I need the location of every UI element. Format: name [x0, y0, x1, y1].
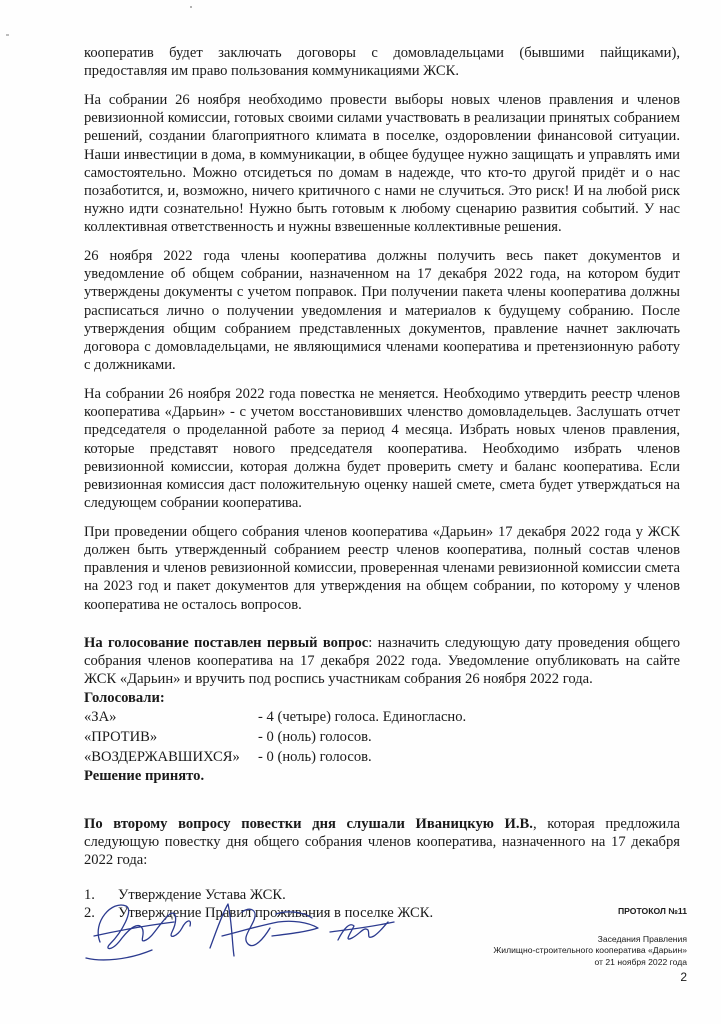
paragraph: На собрании 26 ноября необходимо провести выборы новых членов правления и членов ревизионной комиссии, готовых своими силами участвовать в реализации принятых собранием решений, создании благоприятного климата в поселке, оздоровлении финансовой ситуации. Наши инвестиции в дома, в коммуникации, в общее будущее нужно защищать и управлять ими самостоятельно. Можно отсидеться по домам в надежде, что кто-то другой придёт и о нас позаботится, и, возможно, ничего критичного с нами не случиться. Это риск! И на любой риск нужно идти сознательно! Нужно быть готовым к любому сценарию развития событий. У нас коллективная ответственность и нужны взвешенные коллективные решения.: [84, 91, 680, 236]
agenda-item-text: Утверждение Устава ЖСК.: [118, 886, 286, 903]
agenda-item-text: Утверждение Правил проживания в поселке ЖСК.: [118, 904, 434, 921]
protocol-title: ПРОТОКОЛ №11: [618, 906, 687, 916]
signature-stroke: [86, 950, 152, 960]
second-question-body: , которая предложила следующую повестку дня общего собрания членов кооператива, назначенного на 17 декабря 2022 года:: [84, 815, 681, 869]
first-question-text: [84, 634, 680, 689]
document-body: [84, 44, 680, 922]
scan-speck: [6, 34, 9, 36]
vote-value: - 0 (ноль) голосов.: [258, 748, 372, 765]
protocol-line: Жилищно-строительного кооператива «Дарьин»: [493, 945, 687, 955]
signature-stroke: [210, 904, 234, 956]
signature-stroke: [94, 922, 174, 936]
protocol-footer: [387, 906, 687, 984]
paragraph: На собрании 26 ноября 2022 года повестка не меняется. Необходимо утвердить реестр членов кооператива «Дарьин» - с учетом восстановивших членство домовладельцев. Заслушать отчет председателя о проделанной работе за период 4 месяца. Избрать новых членов правления, которые представят нового председателя кооператива. Необходимо избрать членов ревизионной комиссии, которая должна будет проверить смету и баланс кооператива. Если ревизионная комиссия даст положительную оценку нашей смете, смета будет утверждаться на следующем собрании кооператива.: [84, 385, 680, 512]
vote-value: - 4 (четыре) голоса. Единогласно.: [258, 708, 467, 725]
paragraph: кооператив будет заключать договоры с домовладельцами (бывшими пайщиками), предоставляя им право пользования коммуникациями ЖСК.: [84, 45, 680, 80]
page-number: 2: [680, 970, 687, 984]
decision-text: Решение принято.: [84, 767, 205, 784]
second-question-lead: По второму вопросу повестки дня слушали Иваницкую И.В.: [84, 815, 533, 832]
first-question-lead: На голосование поставлен первый вопрос: [84, 634, 369, 651]
signature-stroke: [276, 912, 312, 918]
vote-label: «ПРОТИВ»: [84, 728, 158, 745]
vote-row-abstain: [84, 747, 680, 767]
vote-row-against: [84, 727, 680, 747]
vote-label: «ЗА»: [84, 708, 117, 725]
protocol-date: от 21 ноября 2022 года: [594, 956, 687, 967]
handwritten-signatures: [82, 892, 402, 972]
voted-label: Голосовали:: [84, 689, 165, 706]
second-question-text: [84, 815, 680, 870]
protocol-line: Заседания Правления: [597, 933, 687, 944]
paragraph: 26 ноября 2022 года члены кооператива должны получить весь пакет документов и уведомление об общем собрании, назначенном на 17 декабря 2022 года, на котором будит утверждены документы с учетом поправок. При получении пакета члены кооператива должны расписаться лично о получении уведомления и материалов к будущему собранию. После утверждения общим собранием представленных документов, правление начнет заключать договора с домовладельцами, не являющимися членами кооператива и претензионную работу с должниками.: [84, 248, 680, 374]
vote-value: - 0 (ноль) голосов.: [258, 728, 372, 745]
agenda-item-number: 2.: [84, 904, 95, 921]
paragraph: При проведении общего собрания членов кооператива «Дарьин» 17 декабря 2022 года у ЖСК должен быть утвержденный собранием реестр членов кооператива, полный состав членов правления и членов ревизионной комиссии, проверенная членами ревизионной комиссии смета на 2023 год и пакет документов для утверждения на общем собрании, по которому у членов кооператива не осталось вопросов.: [84, 523, 680, 613]
first-question-section: [84, 634, 680, 785]
agenda-item-number: 1.: [84, 886, 95, 903]
vote-label: «ВОЗДЕРЖАВШИХСЯ»: [84, 748, 240, 765]
vote-row-for: [84, 707, 680, 727]
scan-speck: [190, 6, 192, 8]
first-question-body: : назначить следующую дату проведения общего собрания членов кооператива на 17 декабря 2022 года. Уведомление опубликовать на сайте ЖСК «Дарьин» и вручить под роспись участникам собрания 26 ноября 2022 года.: [84, 634, 680, 688]
vote-results: [84, 707, 680, 767]
